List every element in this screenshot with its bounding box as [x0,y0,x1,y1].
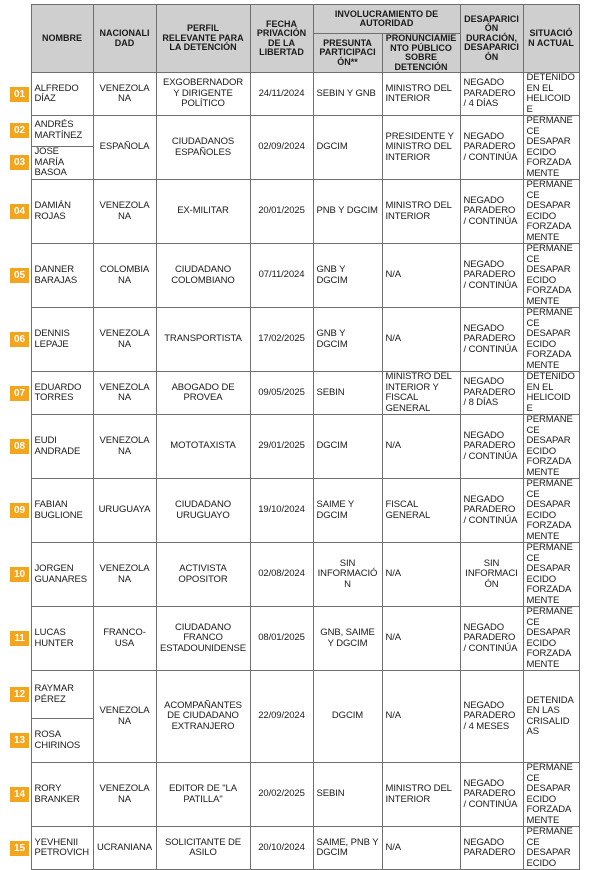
row-number-badge: 08 [10,439,29,454]
row-number-badge: 15 [10,841,29,856]
cell-nacionalidad: COLOMBIANA [93,244,156,308]
cell-presunta: SAIME, PNB Y DGCIM [313,827,382,870]
row-number-badge: 03 [10,155,29,170]
row-number [10,244,31,308]
table-row [10,308,579,372]
cell-nombre: DAMIÁN ROJAS [31,180,93,244]
cell-pronunciamiento: FISCAL GENERAL [382,479,460,543]
cell-desaparicion: NEGADO PARADERO / 4 DÍAS [460,73,523,116]
row-number-badge: 11 [10,631,29,646]
cell-fecha: 02/09/2024 [250,116,313,180]
cell-presunta: SAIME Y DGCIM [313,479,382,543]
cell-nombre: DENNIS LEPAJE [31,308,93,372]
cell-fecha: 08/01/2025 [250,607,313,671]
cell-perfil: CIUDADANO COLOMBIANO [156,244,250,308]
row-number [10,827,31,870]
table-row [10,415,579,479]
cell-perfil: ABOGADO DE PROVEA [156,372,250,415]
cell-desaparicion: NEGADO PARADERO / CONTINÚA [460,607,523,671]
cell-presunta: GNB, SAIME Y DGCIM [313,607,382,671]
cell-nombre: JOSE MARÍA BASOA [31,146,93,179]
table-row [10,372,579,415]
header-involucramiento: INVOLUCRAMIENTO DE AUTORIDAD [313,5,460,34]
cell-perfil: SOLICITANTE DE ASILO [156,827,250,870]
table-row [10,763,579,827]
cell-desaparicion: NEGADO PARADERO / CONTINÚA [460,308,523,372]
cell-nombre: JORGEN GUANARES [31,543,93,607]
cell-nacionalidad: ESPAÑOLA [93,116,156,180]
cell-pronunciamiento: N/A [382,543,460,607]
cell-perfil: CIUDADANO FRANCO ESTADOUNIDENSE [156,607,250,671]
cell-presunta: DGCIM [313,415,382,479]
row-number-badge: 02 [10,123,29,138]
cell-desaparicion: NEGADO PARADERO / CONTINÚA [460,244,523,308]
cell-situacion: PERMANECE DESAPARECIDO [523,827,579,870]
cell-presunta: SIN INFORMACIÓN [313,543,382,607]
cell-pronunciamiento: N/A [382,607,460,671]
detention-table [10,4,580,870]
header-fecha: FECHA PRIVACIÓN DE LA LIBERTAD [250,5,313,73]
cell-pronunciamiento: MINISTRO DEL INTERIOR Y FISCAL GENERAL [382,372,460,415]
row-number-badge: 10 [10,567,29,582]
cell-desaparicion: NEGADO PARADERO / CONTINÚA [460,180,523,244]
cell-pronunciamiento: MINISTRO DEL INTERIOR [382,180,460,244]
cell-nacionalidad: URUGUAYA [93,479,156,543]
cell-nacionalidad: VENEZOLANA [93,73,156,116]
table-row [10,73,579,116]
row-number [10,763,31,827]
cell-pronunciamiento: MINISTRO DEL INTERIOR [382,763,460,827]
cell-desaparicion: SIN INFORMACIÓN [460,543,523,607]
cell-situacion: PERMANECE DESAPARECIDO FORZADAMENTE [523,543,579,607]
cell-pronunciamiento: N/A [382,671,460,763]
header-row [10,5,579,34]
cell-fecha: 02/08/2024 [250,543,313,607]
cell-presunta: DGCIM [313,116,382,180]
cell-perfil: ACTIVISTA OPOSITOR [156,543,250,607]
cell-perfil: EDITOR DE "LA PATILLA" [156,763,250,827]
cell-nombre: LUCAS HUNTER [31,607,93,671]
cell-desaparicion: NEGADO PARADERO / CONTINÚA [460,479,523,543]
cell-presunta: SEBIN [313,372,382,415]
header-nombre: NOMBRE [31,5,93,73]
table-row [10,671,579,719]
row-number-badge: 06 [10,332,29,347]
cell-nombre: RAYMAR PÉREZ [31,671,93,719]
row-number [10,73,31,116]
cell-nombre: ALFREDO DÍAZ [31,73,93,116]
cell-presunta: SEBIN Y GNB [313,73,382,116]
cell-presunta: DGCIM [313,671,382,763]
cell-desaparicion: NEGADO PARADERO / 4 MESES [460,671,523,763]
cell-nacionalidad: FRANCO-USA [93,607,156,671]
cell-nombre: ROSA CHIRINOS [31,719,93,763]
header-situacion: SITUACIÓN ACTUAL [523,5,579,73]
cell-nacionalidad: VENEZOLANA [93,180,156,244]
table-row [10,180,579,244]
row-number [10,719,31,763]
cell-situacion: DETENIDO EN EL HELICOIDE [523,73,579,116]
row-number [10,308,31,372]
row-number-badge: 12 [10,687,29,702]
cell-nacionalidad: VENEZOLANA [93,543,156,607]
cell-perfil: EX-MILITAR [156,180,250,244]
cell-situacion: PERMANECE DESAPARECIDO FORZADAMENTE [523,116,579,180]
cell-situacion: PERMANECE DESAPARECIDO FORZADAMENTE [523,180,579,244]
cell-nacionalidad: VENEZOLANA [93,671,156,763]
cell-presunta: PNB Y DGCIM [313,180,382,244]
cell-nombre: FABIAN BUGLIONE [31,479,93,543]
cell-perfil: ACOMPAÑANTES DE CIUDADANO EXTRANJERO [156,671,250,763]
row-number-badge: 14 [10,787,29,802]
cell-situacion: PERMANECE DESAPARECIDO FORZADAMENTE [523,308,579,372]
cell-desaparicion: NEGADO PARADERO / 8 DÍAS [460,372,523,415]
header-pronunciamiento: PRONUNCIAMIENTO PÚBLICO SOBRE DETENCIÓN [382,34,460,73]
header-num-spacer [10,5,31,73]
row-number-badge: 09 [10,503,29,518]
cell-situacion: DETENIDO EN EL HELICOIDE [523,372,579,415]
cell-nombre: EDUARDO TORRES [31,372,93,415]
cell-situacion: PERMANECE DESAPARECIDO FORZADAMENTE [523,415,579,479]
row-number-badge: 04 [10,204,29,219]
row-number [10,415,31,479]
cell-situacion: PERMANECE DESAPARECIDO FORZADAMENTE [523,479,579,543]
header-perfil: PERFIL RELEVANTE PARA LA DETENCIÓN [156,5,250,73]
cell-perfil: TRANSPORTISTA [156,308,250,372]
row-number [10,372,31,415]
table-row [10,244,579,308]
cell-desaparicion: NEGADO PARADERO / CONTINÚA [460,415,523,479]
cell-fecha: 09/05/2025 [250,372,313,415]
cell-desaparicion: NEGADO PARADERO / CONTINÚA [460,763,523,827]
cell-pronunciamiento: N/A [382,827,460,870]
cell-situacion: PERMANECE DESAPARECIDO FORZADAMENTE [523,763,579,827]
table-row [10,543,579,607]
cell-fecha: 17/02/2025 [250,308,313,372]
header-desaparicion: DESAPARICIÓN DURACIÓN, DESAPARICIÓN [460,5,523,73]
cell-nacionalidad: VENEZOLANA [93,763,156,827]
cell-fecha: 07/11/2024 [250,244,313,308]
cell-nombre: EUDI ANDRADE [31,415,93,479]
cell-nombre: YEVHENII PETROVICH [31,827,93,870]
cell-desaparicion: NEGADO PARADERO / CONTINÚA [460,116,523,180]
cell-fecha: 29/01/2025 [250,415,313,479]
cell-nacionalidad: VENEZOLANA [93,308,156,372]
cell-pronunciamiento: N/A [382,244,460,308]
row-number [10,671,31,719]
cell-pronunciamiento: N/A [382,415,460,479]
row-number-badge: 07 [10,386,29,401]
cell-fecha: 24/11/2024 [250,73,313,116]
cell-pronunciamiento: MINISTRO DEL INTERIOR [382,73,460,116]
cell-perfil: CIUDADANOS ESPAÑOLES [156,116,250,180]
row-number [10,607,31,671]
cell-perfil: EXGOBERNADOR Y DIRIGENTE POLÍTICO [156,73,250,116]
cell-nombre: RORY BRANKER [31,763,93,827]
cell-presunta: SEBIN [313,763,382,827]
table-row [10,479,579,543]
cell-presunta: GNB Y DGCIM [313,308,382,372]
cell-perfil: CIUDADANO URUGUAYO [156,479,250,543]
header-nacionalidad: NACIONALIDAD [93,5,156,73]
row-number [10,146,31,179]
cell-situacion: PERMANECE DESAPARECIDO FORZADAMENTE [523,607,579,671]
table-row [10,116,579,147]
cell-situacion: PERMANECE DESAPARECIDO FORZADAMENTE [523,244,579,308]
cell-nacionalidad: VENEZOLANA [93,415,156,479]
row-number [10,180,31,244]
row-number-badge: 05 [10,268,29,283]
cell-fecha: 20/01/2025 [250,180,313,244]
cell-presunta: GNB Y DGCIM [313,244,382,308]
cell-fecha: 19/10/2024 [250,479,313,543]
cell-pronunciamiento: PRESIDENTE Y MINISTRO DEL INTERIOR [382,116,460,180]
cell-fecha: 20/02/2025 [250,763,313,827]
cell-pronunciamiento: N/A [382,308,460,372]
cell-nombre: ANDRÉS MARTÍNEZ [31,116,93,147]
row-number [10,543,31,607]
cell-nombre: DANNER BARAJAS [31,244,93,308]
table-row [10,607,579,671]
row-number-badge: 13 [10,733,29,748]
cell-nacionalidad: UCRANIANA [93,827,156,870]
row-number [10,479,31,543]
cell-fecha: 22/09/2024 [250,671,313,763]
cell-fecha: 20/10/2024 [250,827,313,870]
cell-nacionalidad: VENEZOLANA [93,372,156,415]
header-presunta: PRESUNTA PARTICIPACIÓN** [313,34,382,73]
cell-desaparicion: NEGADO PARADERO [460,827,523,870]
cell-situacion: DETENIDA EN LAS CRISALIDAS [523,671,579,763]
cell-perfil: MOTOTAXISTA [156,415,250,479]
row-number [10,116,31,147]
row-number-badge: 01 [10,87,29,102]
table-row [10,827,579,870]
